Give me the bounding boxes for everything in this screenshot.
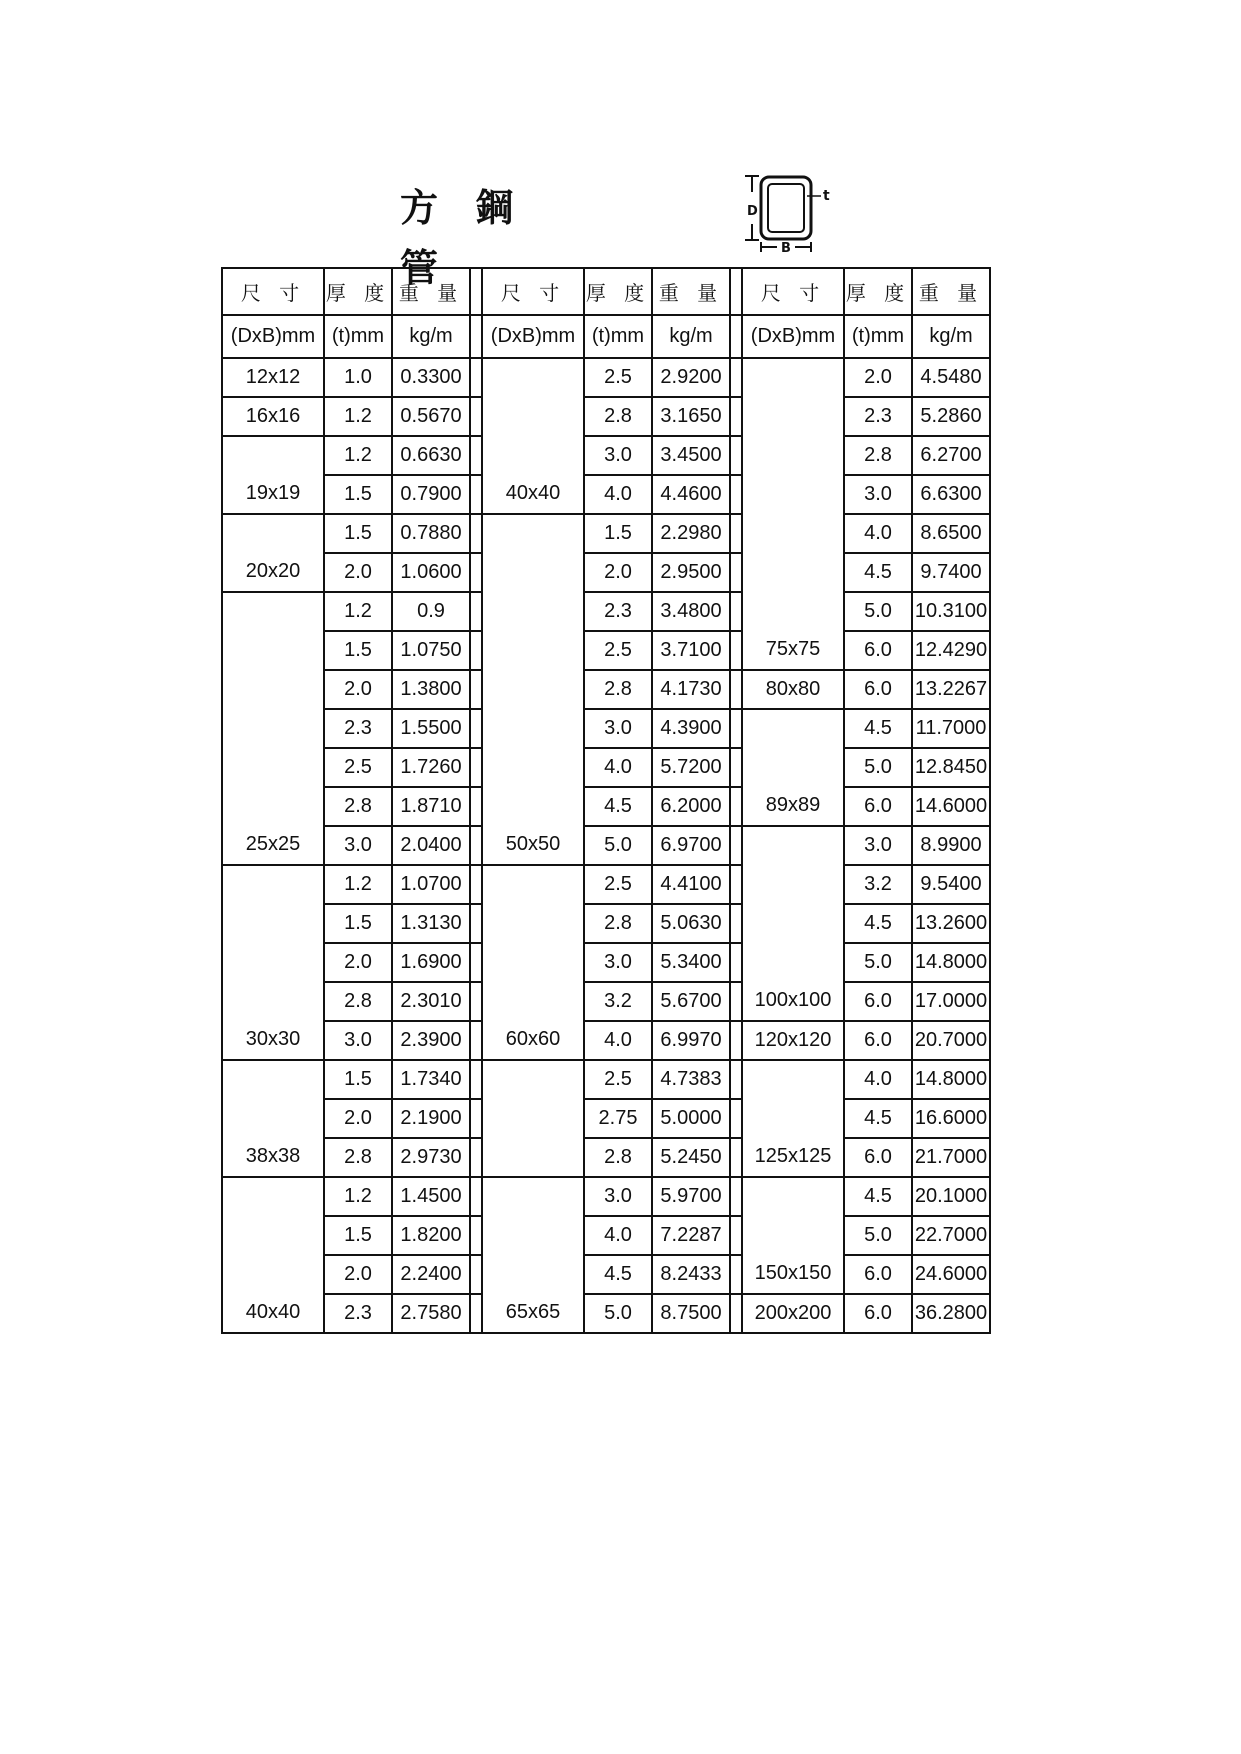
size-cell: 19x19 <box>222 436 324 514</box>
weight-cell: 2.3010 <box>392 982 470 1021</box>
table-row <box>222 1021 990 1060</box>
thickness-cell: 4.5 <box>584 787 652 826</box>
thickness-cell: 2.8 <box>324 982 392 1021</box>
thickness-cell: 1.5 <box>324 1216 392 1255</box>
weight-cell: 8.7500 <box>652 1294 730 1333</box>
size-cell: 38x38 <box>222 1060 324 1177</box>
weight-cell: 5.9700 <box>652 1177 730 1216</box>
weight-cell: 36.2800 <box>912 1294 990 1333</box>
column-separator <box>730 865 742 904</box>
thickness-cell: 1.2 <box>324 1177 392 1216</box>
table-body <box>222 268 990 1333</box>
table-row <box>222 1138 990 1177</box>
column-separator <box>730 826 742 865</box>
thickness-cell: 5.0 <box>844 592 912 631</box>
unit-weight: kg/m <box>912 315 990 358</box>
weight-cell: 6.2000 <box>652 787 730 826</box>
weight-cell: 4.4100 <box>652 865 730 904</box>
weight-cell: 1.8200 <box>392 1216 470 1255</box>
thickness-cell: 2.75 <box>584 1099 652 1138</box>
size-cell: 40x40 <box>222 1177 324 1333</box>
header-size: 尺 寸 <box>482 268 584 315</box>
column-separator <box>730 631 742 670</box>
weight-cell: 22.7000 <box>912 1216 990 1255</box>
thickness-cell: 3.0 <box>844 475 912 514</box>
weight-cell: 0.7880 <box>392 514 470 553</box>
thickness-cell: 3.2 <box>584 982 652 1021</box>
column-separator <box>730 1060 742 1099</box>
column-separator <box>730 982 742 1021</box>
column-separator <box>730 1294 742 1333</box>
thickness-cell: 2.5 <box>584 1060 652 1099</box>
size-cell: 12x12 <box>222 358 324 397</box>
table-row <box>222 709 990 748</box>
thickness-cell: 2.8 <box>584 670 652 709</box>
thickness-cell: 5.0 <box>844 1216 912 1255</box>
column-separator <box>470 1255 482 1294</box>
thickness-cell: 2.8 <box>324 787 392 826</box>
thickness-cell: 2.0 <box>324 1099 392 1138</box>
size-cell: 80x80 <box>742 670 844 709</box>
thickness-cell: 5.0 <box>584 1294 652 1333</box>
thickness-cell: 4.5 <box>584 1255 652 1294</box>
size-cell: 20x20 <box>222 514 324 592</box>
header-thickness: 厚 度 <box>844 268 912 315</box>
weight-cell: 0.9 <box>392 592 470 631</box>
thickness-cell: 4.0 <box>844 1060 912 1099</box>
thickness-cell: 1.2 <box>324 592 392 631</box>
column-separator <box>730 1099 742 1138</box>
thickness-cell: 2.8 <box>844 436 912 475</box>
weight-cell: 1.6900 <box>392 943 470 982</box>
weight-cell: 2.1900 <box>392 1099 470 1138</box>
size-cell: 50x50 <box>482 514 584 865</box>
column-separator <box>730 1021 742 1060</box>
weight-cell: 4.1730 <box>652 670 730 709</box>
weight-cell: 1.3130 <box>392 904 470 943</box>
weight-cell: 12.8450 <box>912 748 990 787</box>
size-cell: 200x200 <box>742 1294 844 1333</box>
weight-cell: 1.0600 <box>392 553 470 592</box>
weight-cell: 6.9970 <box>652 1021 730 1060</box>
column-separator <box>470 1177 482 1216</box>
header-size: 尺 寸 <box>222 268 324 315</box>
table-units-row <box>222 315 990 358</box>
thickness-cell: 2.8 <box>584 904 652 943</box>
thickness-cell: 4.5 <box>844 553 912 592</box>
table-row <box>222 1060 990 1099</box>
thickness-cell: 1.5 <box>324 904 392 943</box>
column-separator <box>470 1060 482 1099</box>
thickness-cell: 4.5 <box>844 1177 912 1216</box>
thickness-cell: 4.0 <box>584 475 652 514</box>
table-row <box>222 1216 990 1255</box>
thickness-cell: 2.3 <box>324 709 392 748</box>
weight-cell: 3.1650 <box>652 397 730 436</box>
column-separator <box>470 904 482 943</box>
column-separator <box>470 826 482 865</box>
column-separator <box>470 553 482 592</box>
weight-cell: 2.2400 <box>392 1255 470 1294</box>
table-row <box>222 1255 990 1294</box>
weight-cell: 2.0400 <box>392 826 470 865</box>
column-separator <box>470 1216 482 1255</box>
weight-cell: 3.4800 <box>652 592 730 631</box>
column-separator <box>730 592 742 631</box>
size-cell: 120x120 <box>742 1021 844 1060</box>
weight-cell: 14.8000 <box>912 1060 990 1099</box>
diagram-t-label: t <box>823 188 830 204</box>
weight-cell: 16.6000 <box>912 1099 990 1138</box>
column-separator <box>470 670 482 709</box>
column-separator <box>470 397 482 436</box>
table-row <box>222 982 990 1021</box>
weight-cell: 3.7100 <box>652 631 730 670</box>
column-separator <box>730 358 742 397</box>
thickness-cell: 5.0 <box>844 943 912 982</box>
column-separator <box>730 943 742 982</box>
thickness-cell: 4.0 <box>584 1021 652 1060</box>
weight-cell: 5.0000 <box>652 1099 730 1138</box>
weight-cell: 12.4290 <box>912 631 990 670</box>
weight-cell: 1.7340 <box>392 1060 470 1099</box>
size-cell: 25x25 <box>222 592 324 865</box>
table-row <box>222 553 990 592</box>
thickness-cell: 1.5 <box>324 514 392 553</box>
thickness-cell: 1.5 <box>324 475 392 514</box>
thickness-cell: 2.0 <box>324 1255 392 1294</box>
weight-cell: 2.9730 <box>392 1138 470 1177</box>
weight-cell: 6.9700 <box>652 826 730 865</box>
size-cell: 65x65 <box>482 1177 584 1333</box>
weight-cell: 5.2860 <box>912 397 990 436</box>
weight-cell: 9.7400 <box>912 553 990 592</box>
column-separator <box>470 787 482 826</box>
size-cell: 75x75 <box>742 358 844 670</box>
weight-cell: 5.6700 <box>652 982 730 1021</box>
size-cell: 150x150 <box>742 1177 844 1294</box>
thickness-cell: 6.0 <box>844 1294 912 1333</box>
thickness-cell: 6.0 <box>844 670 912 709</box>
weight-cell: 13.2600 <box>912 904 990 943</box>
table-row <box>222 787 990 826</box>
weight-cell: 8.6500 <box>912 514 990 553</box>
weight-cell: 1.0700 <box>392 865 470 904</box>
column-separator <box>470 1021 482 1060</box>
table-row <box>222 514 990 553</box>
column-separator <box>730 397 742 436</box>
column-separator <box>470 358 482 397</box>
unit-thickness: (t)mm <box>324 315 392 358</box>
header-thickness: 厚 度 <box>584 268 652 315</box>
unit-weight: kg/m <box>652 315 730 358</box>
column-separator <box>730 315 742 358</box>
thickness-cell: 2.0 <box>324 553 392 592</box>
size-cell <box>482 1060 584 1177</box>
thickness-cell: 4.0 <box>584 1216 652 1255</box>
weight-cell: 8.2433 <box>652 1255 730 1294</box>
table-row <box>222 358 990 397</box>
thickness-cell: 1.5 <box>324 1060 392 1099</box>
size-cell: 89x89 <box>742 709 844 826</box>
size-cell: 60x60 <box>482 865 584 1060</box>
weight-cell: 2.7580 <box>392 1294 470 1333</box>
column-separator <box>730 1216 742 1255</box>
weight-cell: 3.4500 <box>652 436 730 475</box>
weight-cell: 6.6300 <box>912 475 990 514</box>
column-separator <box>470 943 482 982</box>
weight-cell: 13.2267 <box>912 670 990 709</box>
unit-size: (DxB)mm <box>742 315 844 358</box>
thickness-cell: 2.3 <box>844 397 912 436</box>
weight-cell: 2.2980 <box>652 514 730 553</box>
weight-cell: 20.7000 <box>912 1021 990 1060</box>
column-separator <box>470 709 482 748</box>
unit-size: (DxB)mm <box>222 315 324 358</box>
size-cell: 125x125 <box>742 1060 844 1177</box>
table-row <box>222 436 990 475</box>
weight-cell: 10.3100 <box>912 592 990 631</box>
column-separator <box>470 982 482 1021</box>
column-separator <box>730 748 742 787</box>
size-cell: 40x40 <box>482 358 584 514</box>
weight-cell: 0.7900 <box>392 475 470 514</box>
weight-cell: 1.0750 <box>392 631 470 670</box>
table-row <box>222 1294 990 1333</box>
thickness-cell: 2.8 <box>584 397 652 436</box>
thickness-cell: 2.0 <box>324 943 392 982</box>
thickness-cell: 2.5 <box>584 631 652 670</box>
thickness-cell: 5.0 <box>584 826 652 865</box>
column-separator <box>470 631 482 670</box>
square-steel-pipe-table <box>221 267 991 1334</box>
weight-cell: 4.5480 <box>912 358 990 397</box>
thickness-cell: 6.0 <box>844 982 912 1021</box>
thickness-cell: 5.0 <box>844 748 912 787</box>
column-separator <box>470 592 482 631</box>
page-title: 方 鋼 管 <box>400 186 526 290</box>
column-separator <box>730 436 742 475</box>
thickness-cell: 1.0 <box>324 358 392 397</box>
column-separator <box>470 315 482 358</box>
unit-size: (DxB)mm <box>482 315 584 358</box>
table-row <box>222 631 990 670</box>
header-weight: 重 量 <box>912 268 990 315</box>
weight-cell: 17.0000 <box>912 982 990 1021</box>
table-row <box>222 475 990 514</box>
unit-weight: kg/m <box>392 315 470 358</box>
header-size: 尺 寸 <box>742 268 844 315</box>
thickness-cell: 1.5 <box>584 514 652 553</box>
thickness-cell: 4.5 <box>844 1099 912 1138</box>
thickness-cell: 1.2 <box>324 397 392 436</box>
weight-cell: 14.8000 <box>912 943 990 982</box>
thickness-cell: 3.2 <box>844 865 912 904</box>
table-row <box>222 397 990 436</box>
weight-cell: 0.6630 <box>392 436 470 475</box>
weight-cell: 8.9900 <box>912 826 990 865</box>
thickness-cell: 2.0 <box>324 670 392 709</box>
weight-cell: 4.4600 <box>652 475 730 514</box>
column-separator <box>470 475 482 514</box>
thickness-cell: 6.0 <box>844 1138 912 1177</box>
column-separator <box>470 514 482 553</box>
table-row <box>222 904 990 943</box>
square-tube-diagram <box>745 174 845 252</box>
table-row <box>222 943 990 982</box>
weight-cell: 7.2287 <box>652 1216 730 1255</box>
table-row <box>222 865 990 904</box>
thickness-cell: 3.0 <box>584 1177 652 1216</box>
weight-cell: 2.3900 <box>392 1021 470 1060</box>
thickness-cell: 2.5 <box>324 748 392 787</box>
header-weight: 重 量 <box>392 268 470 315</box>
weight-cell: 20.1000 <box>912 1177 990 1216</box>
table-row <box>222 592 990 631</box>
thickness-cell: 2.0 <box>584 553 652 592</box>
weight-cell: 11.7000 <box>912 709 990 748</box>
size-cell: 100x100 <box>742 826 844 1021</box>
thickness-cell: 3.0 <box>584 436 652 475</box>
column-separator <box>730 1177 742 1216</box>
thickness-cell: 3.0 <box>324 826 392 865</box>
thickness-cell: 4.0 <box>844 514 912 553</box>
table-row <box>222 748 990 787</box>
thickness-cell: 6.0 <box>844 1021 912 1060</box>
weight-cell: 1.4500 <box>392 1177 470 1216</box>
unit-thickness: (t)mm <box>844 315 912 358</box>
size-cell: 16x16 <box>222 397 324 436</box>
weight-cell: 4.7383 <box>652 1060 730 1099</box>
column-separator <box>730 709 742 748</box>
thickness-cell: 4.0 <box>584 748 652 787</box>
column-separator <box>730 1138 742 1177</box>
column-separator <box>470 865 482 904</box>
diagram-b-label: B <box>781 241 791 252</box>
weight-cell: 0.5670 <box>392 397 470 436</box>
thickness-cell: 6.0 <box>844 787 912 826</box>
thickness-cell: 2.8 <box>324 1138 392 1177</box>
column-separator <box>470 436 482 475</box>
column-separator <box>730 904 742 943</box>
weight-cell: 14.6000 <box>912 787 990 826</box>
thickness-cell: 6.0 <box>844 1255 912 1294</box>
column-separator <box>730 670 742 709</box>
column-separator <box>470 1138 482 1177</box>
thickness-cell: 2.3 <box>324 1294 392 1333</box>
weight-cell: 4.3900 <box>652 709 730 748</box>
column-separator <box>730 514 742 553</box>
header-thickness: 厚 度 <box>324 268 392 315</box>
table-header-row <box>222 268 990 315</box>
thickness-cell: 2.5 <box>584 865 652 904</box>
unit-thickness: (t)mm <box>584 315 652 358</box>
diagram-d-label: D <box>747 204 758 219</box>
weight-cell: 2.9200 <box>652 358 730 397</box>
column-separator <box>470 748 482 787</box>
thickness-cell: 3.0 <box>844 826 912 865</box>
weight-cell: 5.0630 <box>652 904 730 943</box>
column-separator <box>470 1099 482 1138</box>
weight-cell: 0.3300 <box>392 358 470 397</box>
header-weight: 重 量 <box>652 268 730 315</box>
table-row <box>222 826 990 865</box>
weight-cell: 1.5500 <box>392 709 470 748</box>
thickness-cell: 2.8 <box>584 1138 652 1177</box>
thickness-cell: 3.0 <box>324 1021 392 1060</box>
column-separator <box>730 1255 742 1294</box>
weight-cell: 1.3800 <box>392 670 470 709</box>
column-separator <box>730 475 742 514</box>
column-separator <box>730 268 742 315</box>
thickness-cell: 4.5 <box>844 904 912 943</box>
weight-cell: 2.9500 <box>652 553 730 592</box>
column-separator <box>730 553 742 592</box>
weight-cell: 21.7000 <box>912 1138 990 1177</box>
thickness-cell: 2.5 <box>584 358 652 397</box>
thickness-cell: 1.2 <box>324 865 392 904</box>
table-row <box>222 1099 990 1138</box>
weight-cell: 9.5400 <box>912 865 990 904</box>
table-row <box>222 670 990 709</box>
weight-cell: 5.2450 <box>652 1138 730 1177</box>
column-separator <box>470 268 482 315</box>
thickness-cell: 3.0 <box>584 709 652 748</box>
column-separator <box>470 1294 482 1333</box>
table-row <box>222 1177 990 1216</box>
size-cell: 30x30 <box>222 865 324 1060</box>
thickness-cell: 6.0 <box>844 631 912 670</box>
thickness-cell: 1.2 <box>324 436 392 475</box>
thickness-cell: 1.5 <box>324 631 392 670</box>
thickness-cell: 4.5 <box>844 709 912 748</box>
weight-cell: 5.3400 <box>652 943 730 982</box>
thickness-cell: 2.0 <box>844 358 912 397</box>
weight-cell: 6.2700 <box>912 436 990 475</box>
thickness-cell: 3.0 <box>584 943 652 982</box>
weight-cell: 24.6000 <box>912 1255 990 1294</box>
weight-cell: 5.7200 <box>652 748 730 787</box>
column-separator <box>730 787 742 826</box>
weight-cell: 1.7260 <box>392 748 470 787</box>
weight-cell: 1.8710 <box>392 787 470 826</box>
thickness-cell: 2.3 <box>584 592 652 631</box>
